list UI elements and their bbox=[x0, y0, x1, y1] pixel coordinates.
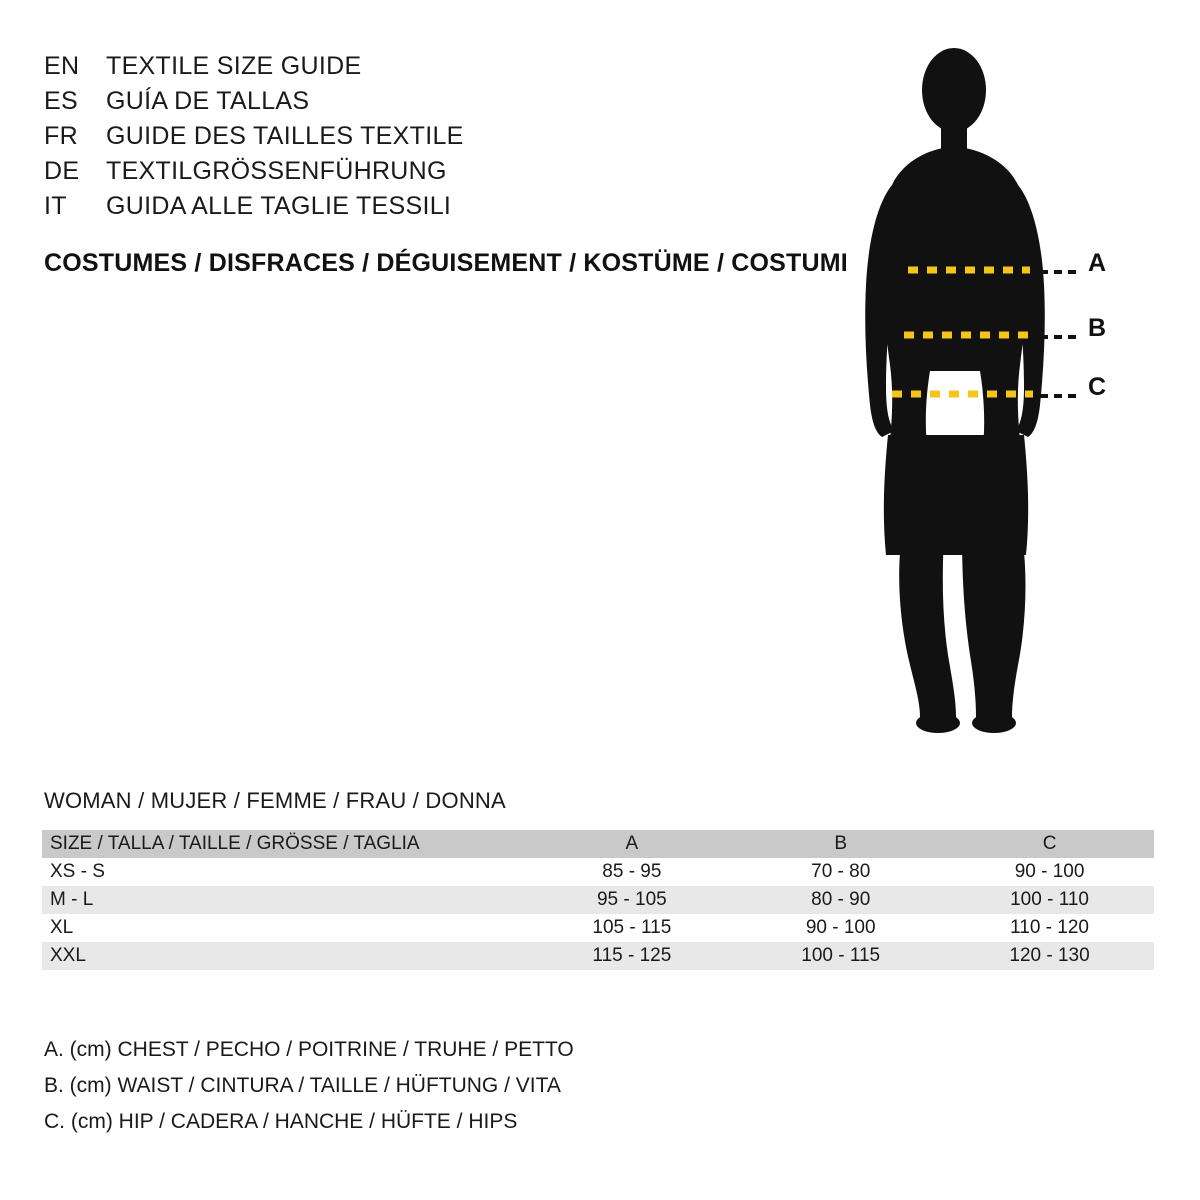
language-title: TEXTILE SIZE GUIDE bbox=[106, 52, 362, 80]
legend-line-c: C. (cm) HIP / CADERA / HANCHE / HÜFTE / HIPS bbox=[44, 1110, 518, 1133]
cell-a: 85 - 95 bbox=[602, 861, 662, 882]
language-row bbox=[44, 87, 864, 122]
table-row bbox=[42, 942, 1154, 970]
legend-line-b: B. (cm) WAIST / CINTURA / TAILLE / HÜFTUNG / VITA bbox=[44, 1074, 561, 1097]
measure-label-c: C bbox=[1088, 373, 1107, 401]
table-header-row bbox=[42, 830, 1154, 858]
leader-line-c bbox=[1040, 394, 1076, 398]
cell-b: 90 - 100 bbox=[805, 917, 876, 938]
leader-line-b bbox=[1040, 335, 1076, 339]
cell-c: 120 - 130 bbox=[1009, 945, 1090, 966]
language-code: ES bbox=[44, 87, 78, 115]
language-title: TEXTILGRÖSSENFÜHRUNG bbox=[106, 157, 447, 185]
cell-c: 110 - 120 bbox=[1010, 917, 1089, 938]
cell-b: 70 - 80 bbox=[811, 861, 871, 882]
measure-label-a: A bbox=[1088, 249, 1107, 277]
table-row bbox=[42, 914, 1154, 942]
language-row bbox=[44, 52, 864, 87]
cell-size: XXL bbox=[50, 945, 86, 966]
language-row bbox=[44, 192, 864, 227]
cell-c: 90 - 100 bbox=[1014, 861, 1085, 882]
column-header-a: A bbox=[625, 833, 639, 854]
cell-c: 100 - 110 bbox=[1010, 889, 1089, 910]
table-row bbox=[42, 858, 1154, 886]
measure-label-b: B bbox=[1088, 314, 1107, 342]
cell-size: XS - S bbox=[50, 861, 105, 882]
table-group-title: WOMAN / MUJER / FEMME / FRAU / DONNA bbox=[44, 788, 506, 813]
language-code: DE bbox=[44, 157, 80, 185]
language-header-block bbox=[44, 52, 864, 278]
cell-a: 115 - 125 bbox=[592, 945, 672, 966]
language-title: GUIDA ALLE TAGLIE TESSILI bbox=[106, 192, 452, 220]
column-header-size: SIZE / TALLA / TAILLE / GRÖSSE / TAGLIA bbox=[50, 833, 420, 854]
language-row bbox=[44, 122, 864, 157]
cell-size: XL bbox=[50, 917, 74, 938]
table-row bbox=[42, 886, 1154, 914]
language-title: GUÍA DE TALLAS bbox=[106, 87, 310, 115]
column-header-b: B bbox=[834, 833, 848, 854]
leader-line-a bbox=[1040, 270, 1076, 274]
language-title: GUIDE DES TAILLES TEXTILE bbox=[106, 122, 464, 150]
measurement-legend bbox=[44, 1032, 944, 1140]
language-row bbox=[44, 157, 864, 192]
language-code: IT bbox=[44, 192, 67, 220]
cell-b: 100 - 115 bbox=[801, 945, 881, 966]
legend-line-a: A. (cm) CHEST / PECHO / POITRINE / TRUHE / PETTO bbox=[44, 1038, 574, 1061]
cell-a: 95 - 105 bbox=[596, 889, 667, 910]
woman-silhouette-icon bbox=[830, 35, 1080, 735]
cell-b: 80 - 90 bbox=[811, 889, 871, 910]
cell-size: M - L bbox=[50, 889, 94, 910]
size-table bbox=[42, 830, 1154, 970]
language-code: EN bbox=[44, 52, 80, 80]
body-figure bbox=[830, 35, 1160, 735]
language-code: FR bbox=[44, 122, 78, 150]
cell-a: 105 - 115 bbox=[592, 917, 672, 938]
costumes-subtitle: COSTUMES / DISFRACES / DÉGUISEMENT / KOSTÜME / COSTUMI bbox=[44, 249, 848, 277]
column-header-c: C bbox=[1042, 833, 1057, 854]
